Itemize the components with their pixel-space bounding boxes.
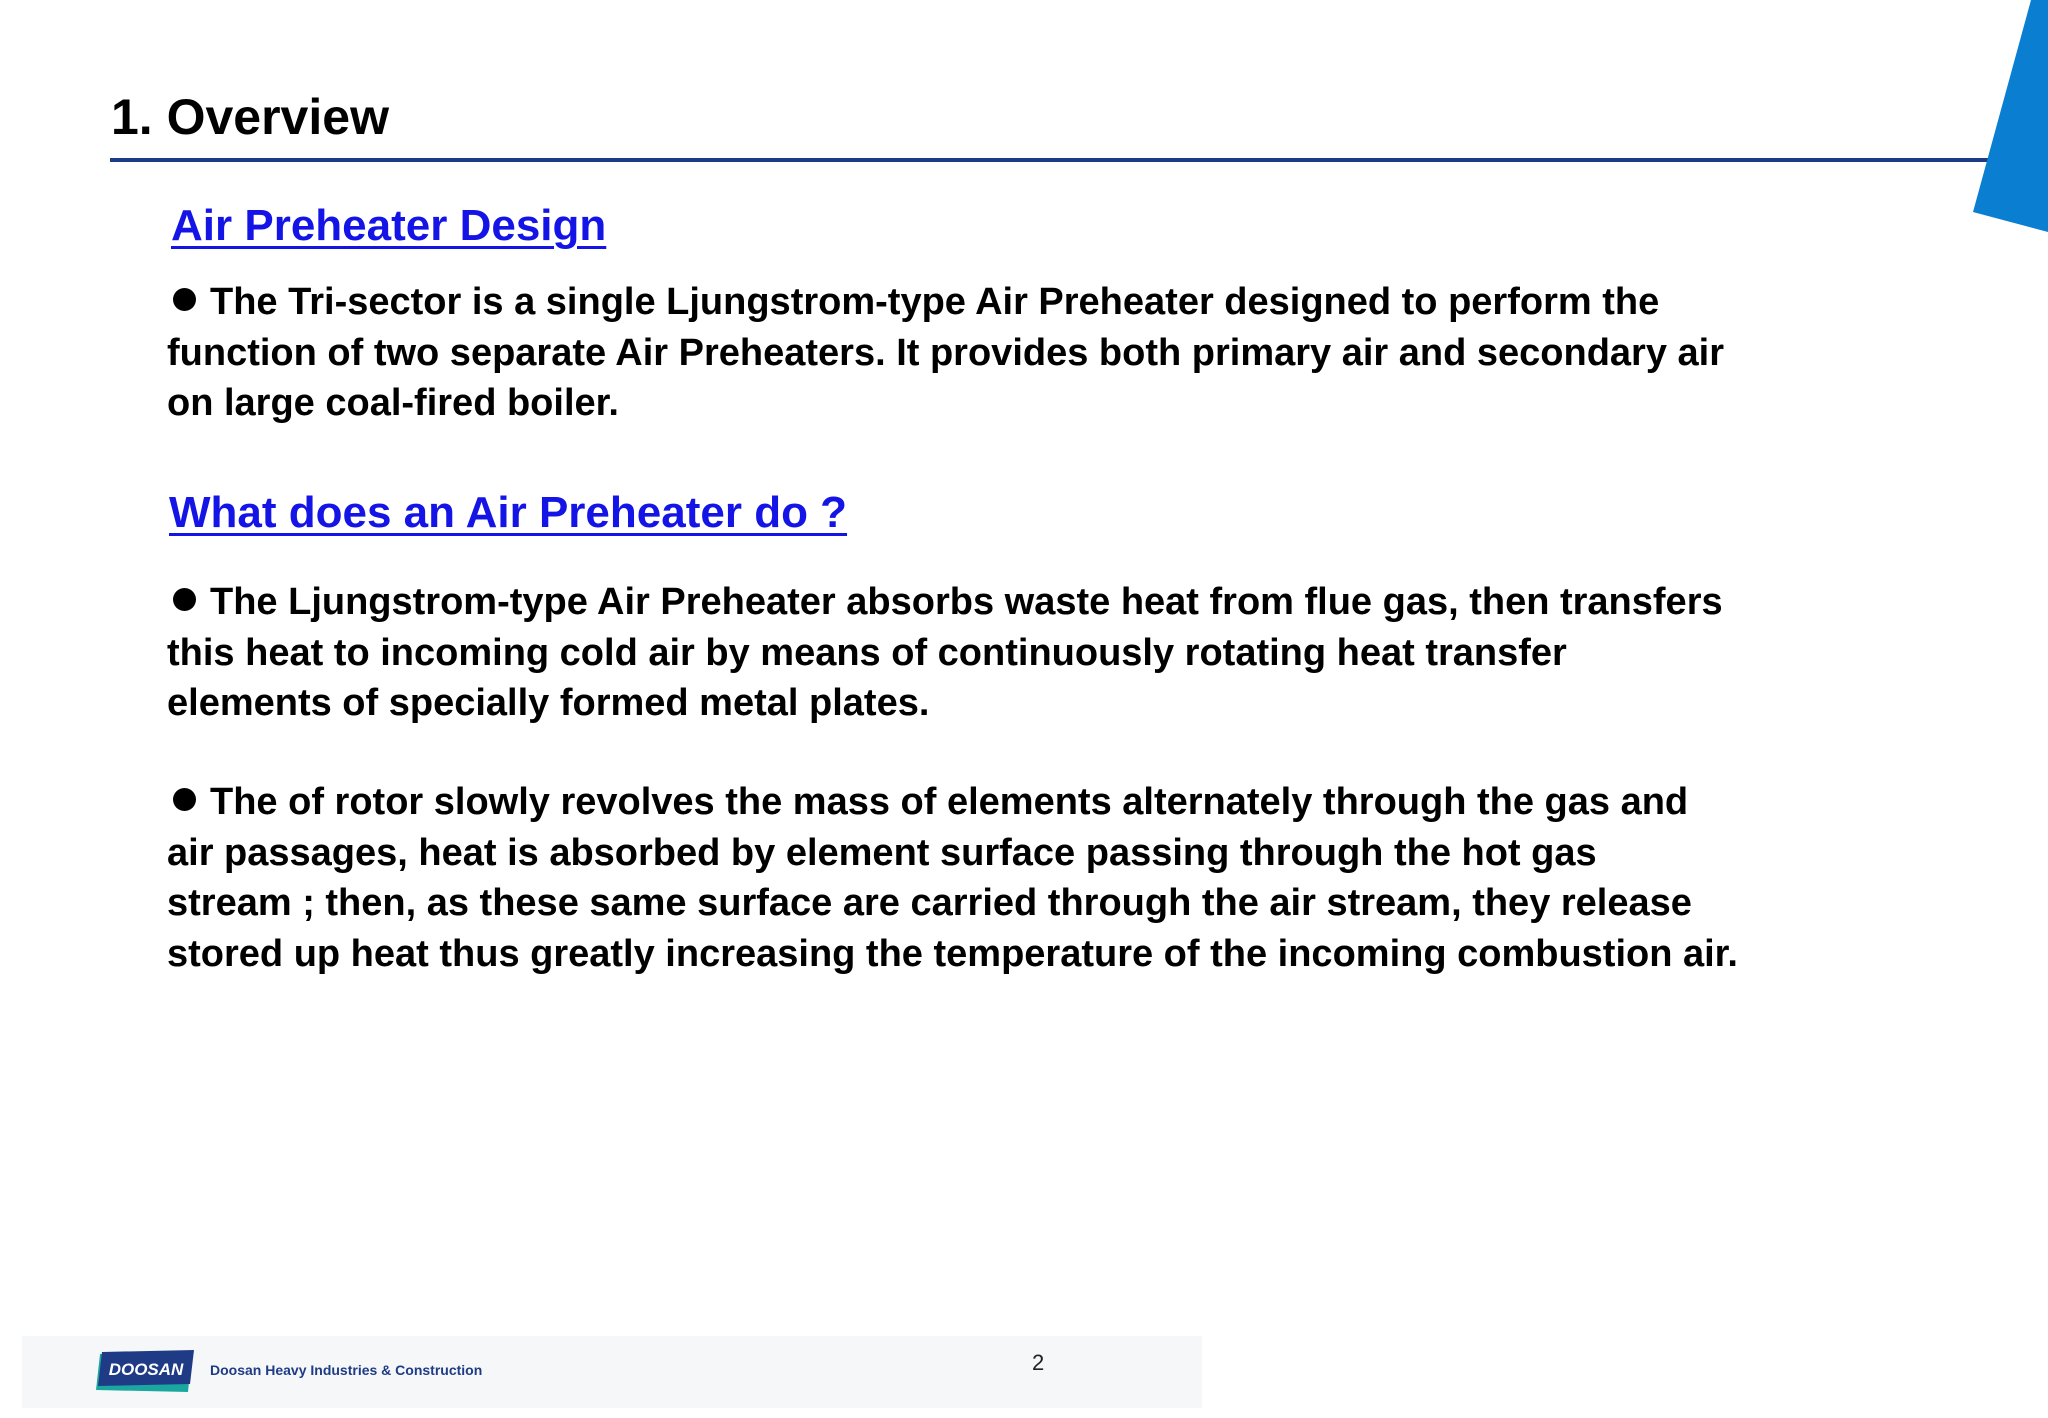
svg-text:DOOSAN: DOOSAN bbox=[108, 1360, 184, 1379]
paragraph-line: function of two separate Air Preheaters. It provides both primary air and secondary air bbox=[167, 331, 1724, 374]
paragraph-line: stream ; then, as these same surface are carried through the air stream, they release bbox=[167, 882, 1692, 924]
bullet-dot-icon bbox=[173, 788, 196, 811]
company-name: Doosan Heavy Industries & Construction bbox=[210, 1362, 483, 1378]
corner-accent-shape bbox=[1973, 0, 2048, 232]
slide-title: 1. Overview bbox=[111, 89, 389, 145]
paragraph-line: air passages, heat is absorbed by element surface passing through the hot gas bbox=[167, 831, 1597, 874]
section-heading-what[interactable]: What does an Air Preheater do ? bbox=[169, 488, 848, 537]
paragraph-line: stored up heat thus greatly increasing the temperature of the incoming combustion air. bbox=[167, 932, 1738, 975]
paragraph-line: elements of specially formed metal plates. bbox=[167, 682, 930, 724]
paragraph-line: The Tri-sector is a single Ljungstrom-type Air Preheater designed to perform the bbox=[167, 277, 1724, 328]
paragraph-line: this heat to incoming cold air by means of continuously rotating heat transfer bbox=[167, 631, 1567, 674]
bullet-dot-icon bbox=[173, 588, 196, 611]
bullet-paragraph bbox=[167, 777, 1738, 979]
section-heading-design[interactable]: Air Preheater Design bbox=[171, 201, 607, 250]
paragraph-line: The Ljungstrom-type Air Preheater absorbs waste heat from flue gas, then transfers bbox=[167, 577, 1723, 628]
bullet-paragraph bbox=[167, 577, 1723, 729]
doosan-logo bbox=[96, 1350, 196, 1394]
bullet-dot-icon bbox=[173, 288, 196, 311]
paragraph-line: on large coal-fired boiler. bbox=[167, 382, 619, 424]
footer-band bbox=[22, 1336, 1202, 1408]
paragraph-line: The of rotor slowly revolves the mass of elements alternately through the gas and bbox=[167, 777, 1738, 828]
bullet-paragraph bbox=[167, 277, 1724, 429]
title-underline bbox=[110, 158, 2000, 162]
page-number: 2 bbox=[1032, 1350, 1045, 1375]
